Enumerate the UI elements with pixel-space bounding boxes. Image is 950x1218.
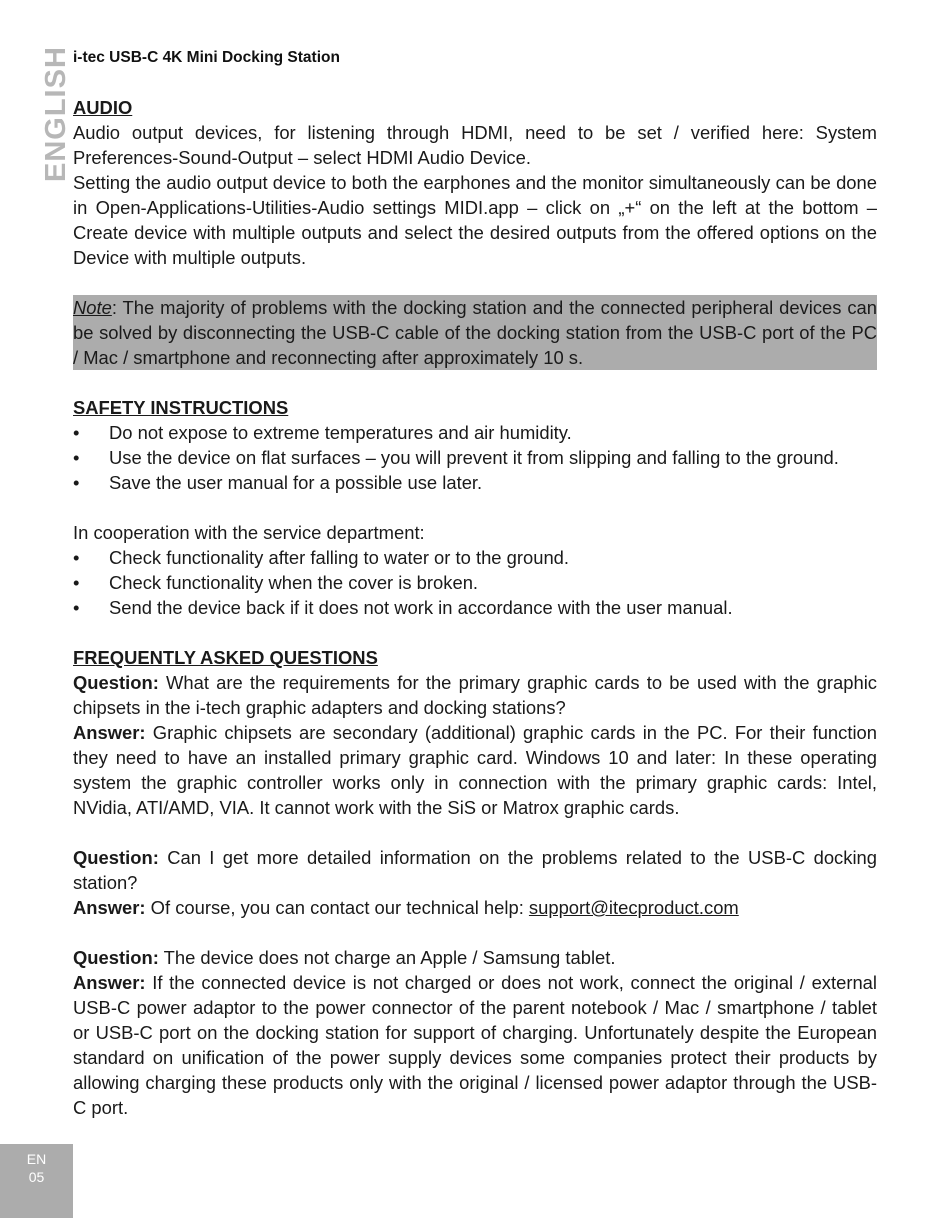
list-item-text: Do not expose to extreme temperatures and air humidity. [109, 422, 572, 443]
answer-text: Graphic chipsets are secondary (additional) graphic cards in the PC. For their function they need to have an installed primary graphic card. Windows 10 and later: In these operating system the graphic controller works only in connection with the primary graphic cards: Intel, NVidia, ATI/AMD, VIA. It cannot work with the SiS or Matrox graphic cards. [73, 722, 877, 818]
audio-heading: AUDIO [73, 97, 133, 118]
faq-answer-3 [73, 970, 877, 1120]
page-number-box [0, 1144, 73, 1218]
spacer [73, 620, 877, 645]
answer-label: Answer: [73, 897, 146, 918]
safety-heading: SAFETY INSTRUCTIONS [73, 397, 289, 418]
page-language: EN [26, 1151, 47, 1167]
audio-paragraph-1: Audio output devices, for listening through HDMI, need to be set / verified here: System Preferences-Sound-Output – select HDMI Audio Device. [73, 122, 877, 168]
spacer [73, 370, 877, 395]
question-label: Question: [73, 947, 159, 968]
question-label: Question: [73, 672, 159, 693]
spacer [73, 495, 877, 520]
faq-question-2 [73, 845, 877, 895]
faq-answer-1 [73, 720, 877, 820]
question-label: Question: [73, 847, 159, 868]
question-text: What are the requirements for the primary graphic cards to be used with the graphic chipsets in the i-tech graphic adapters and docking stations? [73, 672, 877, 718]
page-number: 05 [28, 1169, 45, 1185]
bullet-icon: • [73, 472, 80, 493]
list-item-text: Send the device back if it does not work in accordance with the user manual. [109, 597, 733, 618]
language-side-label: ENGLISH [40, 46, 72, 182]
note-box [73, 295, 877, 370]
safety-list [73, 420, 877, 495]
list-item [73, 545, 877, 570]
list-item [73, 420, 877, 445]
answer-label: Answer: [73, 722, 146, 743]
list-item-text: Check functionality after falling to water or to the ground. [109, 547, 570, 568]
list-item-text: Save the user manual for a possible use later. [109, 472, 483, 493]
bullet-icon: • [73, 597, 80, 618]
manual-content [73, 95, 877, 1120]
support-email-link[interactable]: support@itecproduct.com [528, 897, 739, 918]
bullet-icon: • [73, 547, 80, 568]
faq-heading: FREQUENTLY ASKED QUESTIONS [73, 647, 378, 668]
spacer [73, 270, 877, 295]
list-item-text: Use the device on flat surfaces – you will prevent it from slipping and falling to the ground. [109, 447, 839, 468]
bullet-icon: • [73, 422, 80, 443]
faq-answer-2 [73, 895, 877, 920]
service-list [73, 545, 877, 620]
spacer [73, 920, 877, 945]
faq-question-1 [73, 670, 877, 720]
bullet-icon: • [73, 447, 80, 468]
audio-paragraph-2: Setting the audio output device to both the earphones and the monitor simultaneously can be done in Open-Applications-Utilities-Audio settings MIDI.app – click on „+“ on the left at the bottom – Create device with multiple outputs and select the desired outputs from the offered options on the Device with multiple outputs. [73, 172, 877, 268]
question-text: Can I get more detailed information on the problems related to the USB-C docking station? [73, 847, 877, 893]
note-label: Note [73, 297, 112, 318]
question-text: The device does not charge an Apple / Samsung tablet. [158, 947, 616, 968]
faq-question-3 [73, 945, 877, 970]
list-item-text: Check functionality when the cover is broken. [109, 572, 479, 593]
list-item [73, 470, 877, 495]
list-item [73, 570, 877, 595]
list-item [73, 445, 877, 470]
list-item [73, 595, 877, 620]
answer-text: Of course, you can contact our technical help: [145, 897, 529, 918]
service-intro: In cooperation with the service department: [73, 522, 425, 543]
bullet-icon: • [73, 572, 80, 593]
answer-label: Answer: [73, 972, 146, 993]
answer-text: If the connected device is not charged or does not work, connect the original / external USB-C power adaptor to the power connector of the parent notebook / Mac / smartphone / tablet or USB-C port on the docking station for support of charging. Unfortunately despite the European standard on unification of the power supply devices some companies protect their products by allowing charging these products only with the original / licensed power adaptor through the USB-C port. [73, 972, 877, 1118]
note-text: : The majority of problems with the docking station and the connected peripheral devices can be solved by disconnecting the USB-C cable of the docking station from the USB-C port of the PC / Mac / smartphone and reconnecting after approximately 10 s. [73, 297, 877, 368]
document-title: i-tec USB-C 4K Mini Docking Station [73, 49, 340, 66]
spacer [73, 820, 877, 845]
